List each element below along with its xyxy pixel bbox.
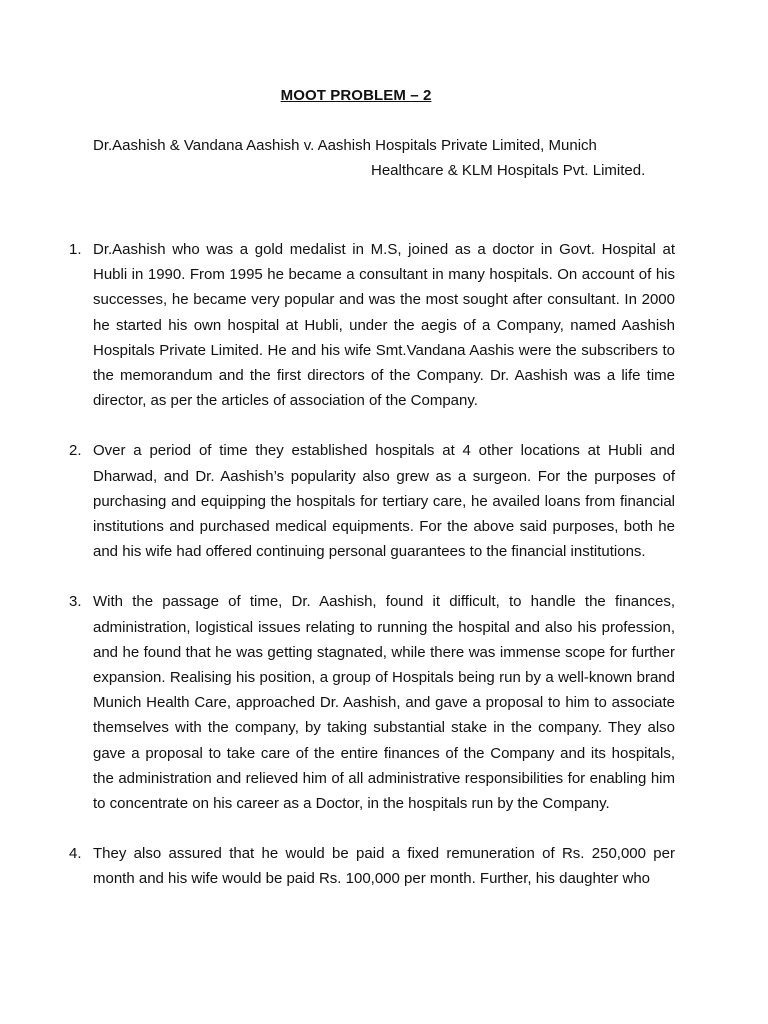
paragraph-3 [68, 589, 675, 816]
paragraph-number: 2. [69, 442, 82, 460]
paragraph-2 [68, 438, 675, 564]
paragraph-number: 4. [69, 845, 82, 863]
paragraph-text: They also assured that he would be paid a fixed remuneration of Rs. 250,000 per month and his wife would be paid Rs. 100,000 per month. Further, his daughter who [93, 845, 675, 888]
paragraph-1 [68, 237, 675, 413]
paragraph-number: 1. [69, 241, 82, 258]
paragraph-text: Dr.Aashish who was a gold medalist in M.S, joined as a doctor in Govt. Hospital at Hubli in 1990. From 1995 he became a consultant in many hospitals. On account of his successes, he became very popular and was the most sought after consultant. In 2000 he started his own hospital at Hubli, under the aegis of a Company, named Aashish Hospitals Private Limited. He and his wife Smt.Vandana Aashis were the subscribers to the memorandum and the first directors of the Company. Dr. Aashish was a life time director, as per the articles of association of the Company. [93, 241, 675, 410]
paragraph-text: With the passage of time, Dr. Aashish, found it difficult, to handle the finances, administration, logistical issues relating to running the hospital and also his profession, and he found that he was getting stagnated, while there was immense scope for further expansion. Realising his position, a group of Hospitals being run by a well-known brand Munich Health Care, approached Dr. Aashish, and gave a proposal to him to associate themselves with the company, by taking substantial stake in the company. They also gave a proposal to take care of the entire finances of the Company and its hospitals, the administration and relieved him of all administrative responsibilities for enabling him to concentrate on his career as a Doctor, in the hospitals run by the Company. [93, 593, 675, 813]
paragraph-text: Over a period of time they established hospitals at 4 other locations at Hubli and Dharwad, and Dr. Aashish’s popularity also grew as a surgeon. For the purposes of purchasing and equipping the hospitals for tertiary care, he availed loans from financial institutions and purchased medical equipments. For the above said purposes, both he and his wife had offered continuing personal guarantees to the financial institutions. [93, 442, 675, 561]
case-title-line-1: Dr.Aashish & Vandana Aashish v. Aashish Hospitals Private Limited, Munich [93, 137, 597, 154]
facts-list [68, 237, 675, 917]
case-title-line-2: Healthcare & KLM Hospitals Pvt. Limited. [371, 162, 646, 179]
document-title: MOOT PROBLEM – 2 [280, 87, 432, 104]
paragraph-4 [68, 841, 675, 891]
paragraph-number: 3. [69, 593, 82, 611]
